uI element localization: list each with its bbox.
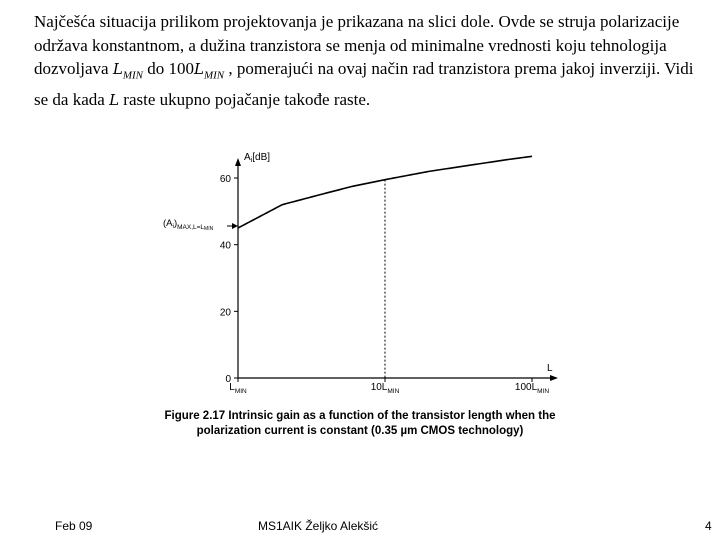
y-axis-title: $A_i[dB]$ — [244, 152, 271, 164]
para-text-3: , pomerajući na ovaj način rad tranzistora prema jakoj inverziji. Vidi se da kada — [34, 59, 694, 109]
page-number: 4 — [705, 519, 712, 533]
x-tick-label: $L_{MIN}$ — [229, 382, 247, 395]
footer-date: Feb 09 — [55, 519, 93, 533]
x-axis-arrow — [550, 375, 558, 381]
caption-line-2: polarization current is constant (0.35 µm CMOS technology) — [196, 425, 524, 437]
l-symbol: L — [109, 90, 120, 109]
lmin-symbol: L — [193, 60, 204, 78]
y-tick-label: 20 — [219, 307, 231, 319]
footer-course-author: MS1AIK Željko Alekšić — [258, 519, 379, 533]
y-axis-arrow — [235, 158, 241, 166]
x-tick-label: $10L_{MIN}$ — [370, 382, 400, 395]
annotation-arrowhead — [232, 223, 238, 229]
lmin-symbol: L — [112, 60, 123, 78]
y-ticks — [220, 174, 238, 385]
y-tick-label: 0 — [225, 374, 231, 385]
para-text-4: raste ukupno pojačanje takođe raste. — [119, 89, 371, 109]
caption-line-1: Figure 2.17 Intrinsic gain as a function of the transistor length when the — [164, 410, 556, 422]
max-gain-annotation: $(A_i)_{MAX,L=L}MIN$ — [163, 218, 214, 232]
x-axis-title: L — [547, 363, 553, 374]
lmin-subscript: MIN — [203, 69, 225, 82]
para-text-1: Najčešća situacija prilikom projektovanja je prikazana na slici dole. Ovde se struja polarizacije održava konstantnom, a dužina tranzistora se menja od minimalne vrednosti koju tehnologija dozvoljava — [34, 12, 680, 78]
x-ticks — [229, 378, 549, 395]
y-tick-label: 40 — [219, 240, 231, 252]
x-tick-label: $100L_{MIN}$ — [514, 382, 550, 395]
y-tick-label: 60 — [219, 174, 231, 185]
figure-caption — [120, 409, 600, 439]
para-text-2: do 100 — [142, 59, 194, 78]
lmin-subscript: MIN — [122, 69, 143, 82]
